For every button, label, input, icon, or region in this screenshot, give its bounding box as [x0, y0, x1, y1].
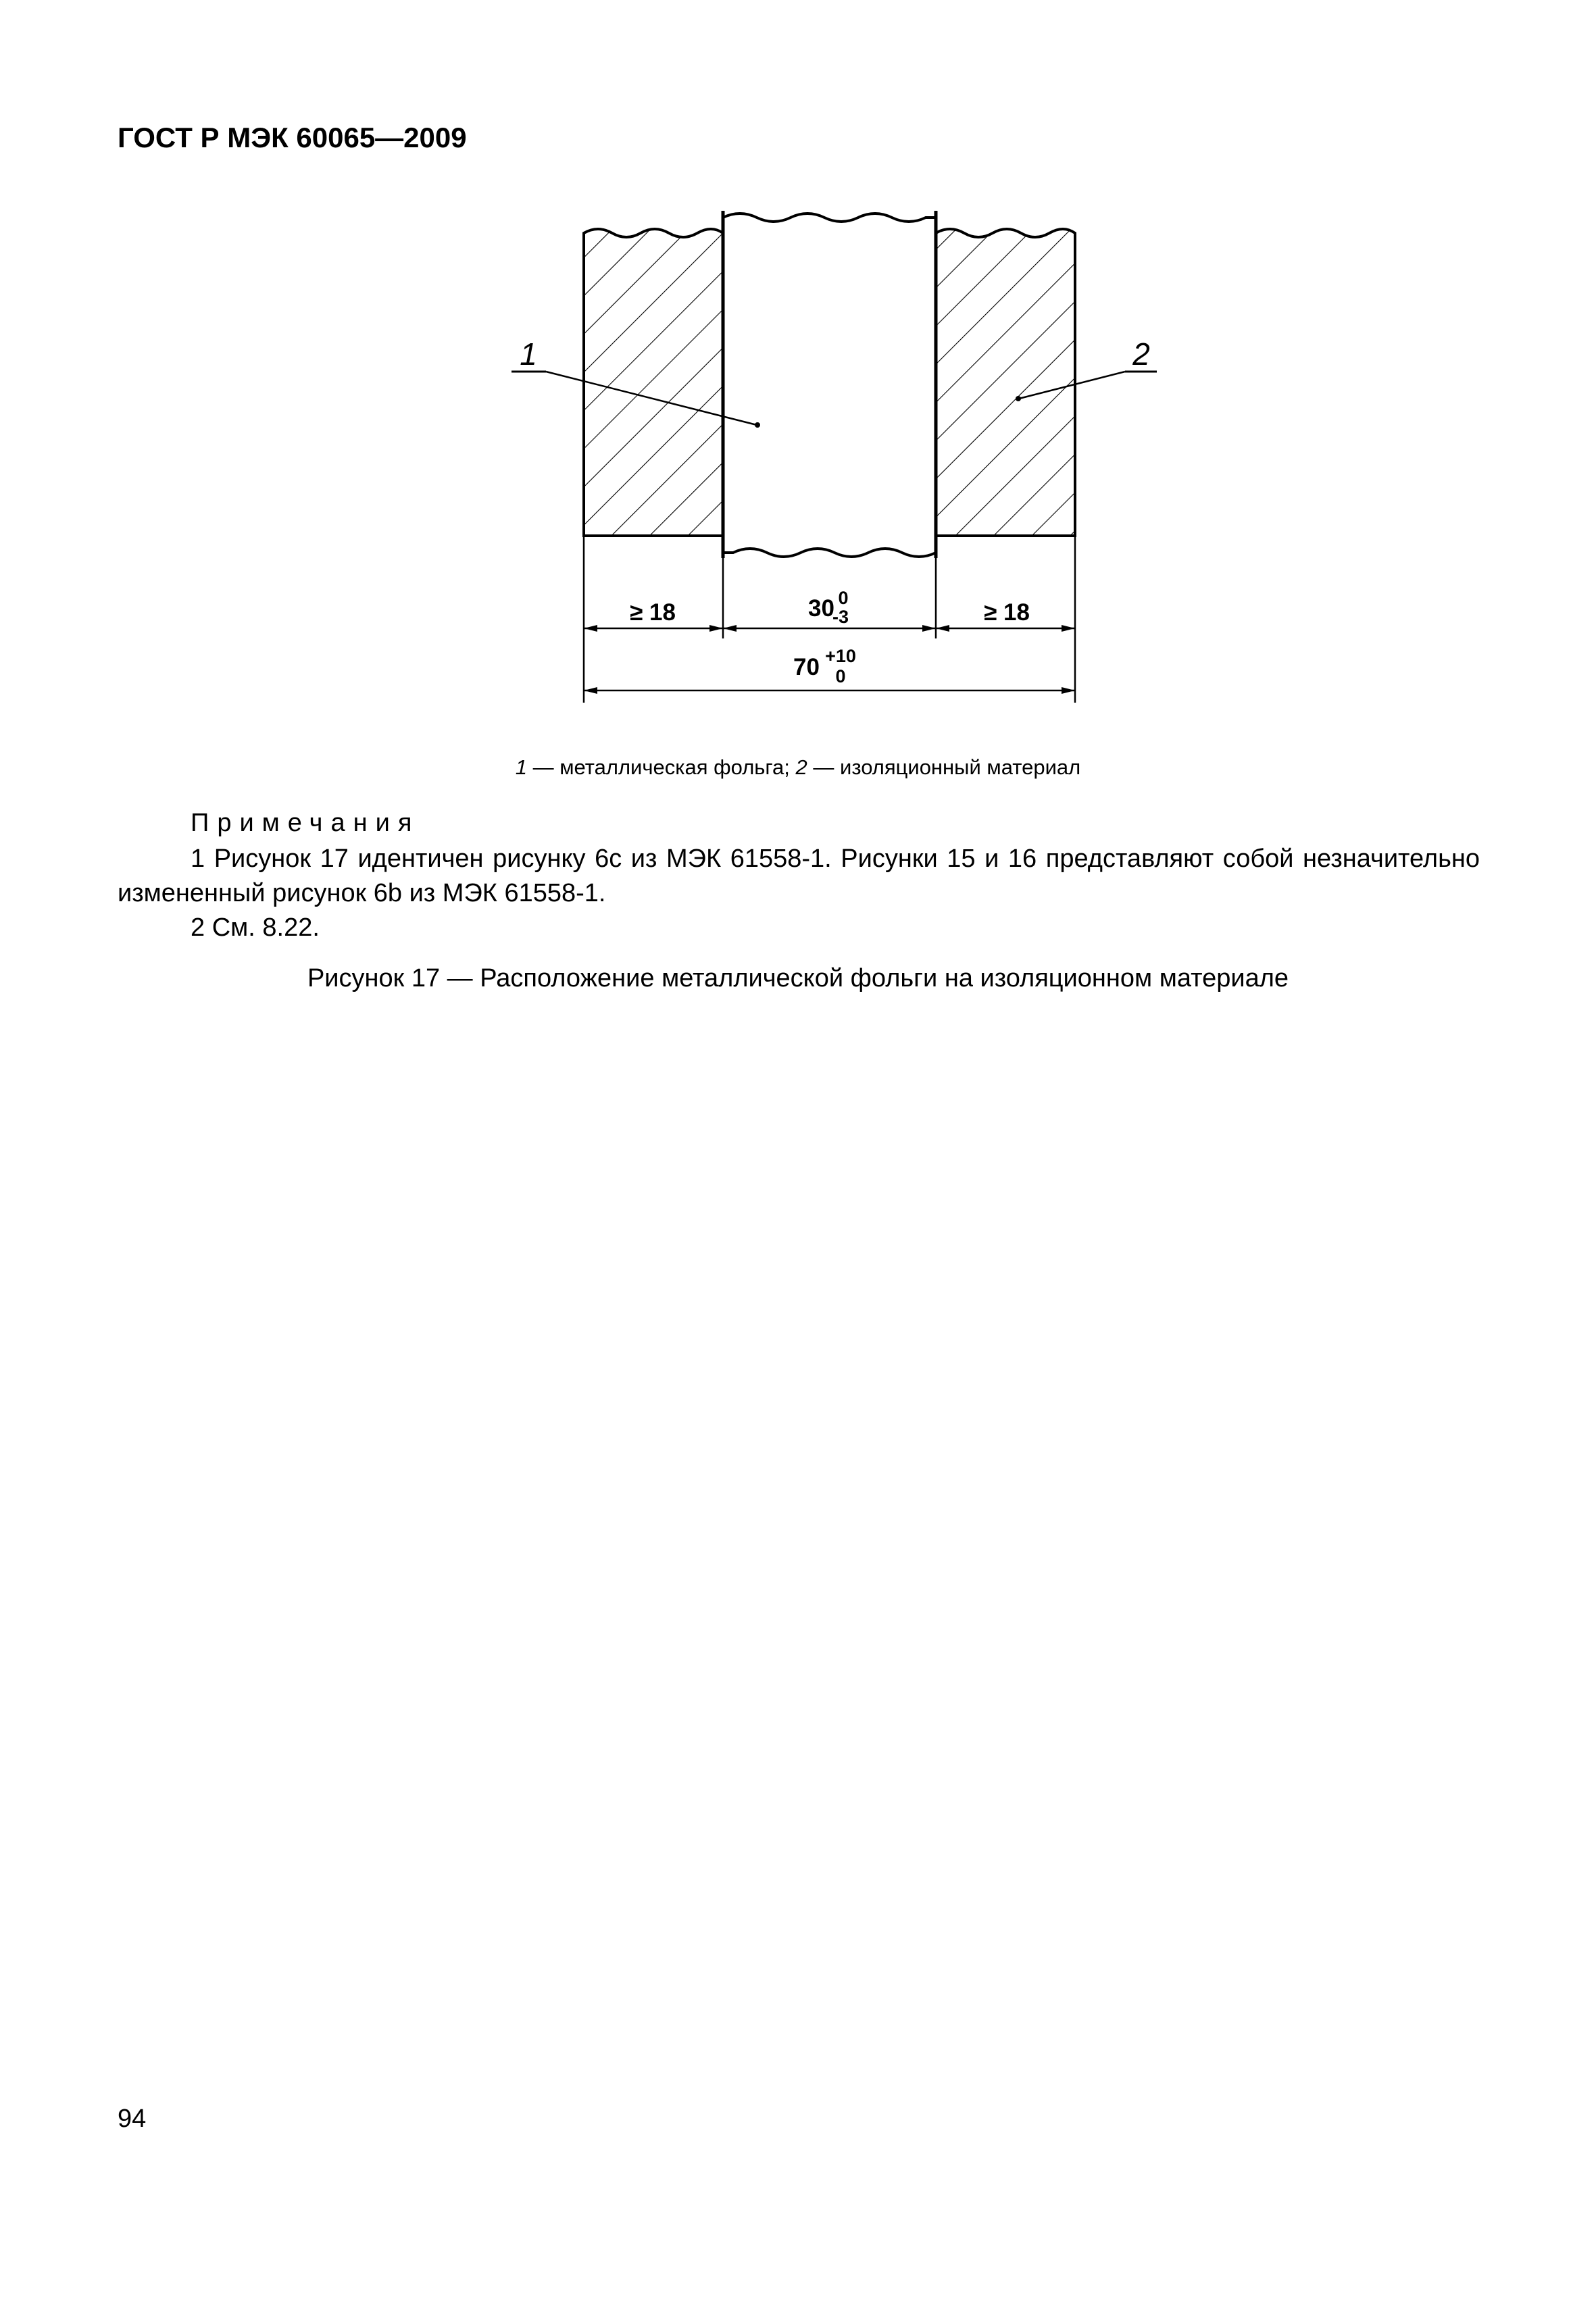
callout-1-label: 1	[520, 336, 537, 372]
figure-legend	[0, 755, 1596, 780]
page-number: 94	[118, 2105, 147, 2133]
insulation-left	[584, 229, 723, 536]
dim-left-label: ≥ 18	[630, 599, 676, 626]
dimension-row-2	[584, 687, 1075, 694]
dim-total-upper: +10	[825, 646, 856, 666]
callout-1-dot	[755, 422, 760, 428]
notes-title: Примечания	[191, 809, 420, 837]
note-1-line-2: измененный рисунок 6b из МЭК 61558-1.	[118, 879, 606, 907]
dim-center-lower: -3	[832, 607, 849, 627]
figure-caption: Рисунок 17 — Расположение металлической фольги на изоляционном материале	[307, 964, 1289, 992]
dim-total-base: 70	[793, 654, 820, 680]
legend-num-1: 1	[515, 755, 528, 779]
dim-center-base: 30	[808, 595, 834, 622]
dim-right-label: ≥ 18	[984, 599, 1030, 626]
callout-2-label: 2	[1132, 336, 1150, 372]
note-2: 2 См. 8.22.	[191, 913, 320, 942]
document-header: ГОСТ Р МЭК 60065—2009	[118, 122, 467, 153]
metal-foil	[723, 213, 936, 557]
dimension-row-1	[584, 625, 1075, 632]
callout-2-dot	[1016, 396, 1021, 401]
legend-num-2: 2	[795, 755, 807, 779]
note-1-line-1: 1 Рисунок 17 идентичен рисунку 6с из МЭК 61558-1. Рисунки 15 и 16 представляют собой незначительно	[191, 845, 1480, 873]
legend-text-1: — металлическая фольга;	[527, 755, 796, 779]
figure-foil-drawing	[0, 0, 1596, 743]
dim-total-lower: 0	[835, 666, 846, 686]
dim-center-upper: 0	[838, 588, 849, 608]
legend-text-2: — изоляционный материал	[807, 755, 1081, 779]
insulation-right	[936, 229, 1075, 536]
